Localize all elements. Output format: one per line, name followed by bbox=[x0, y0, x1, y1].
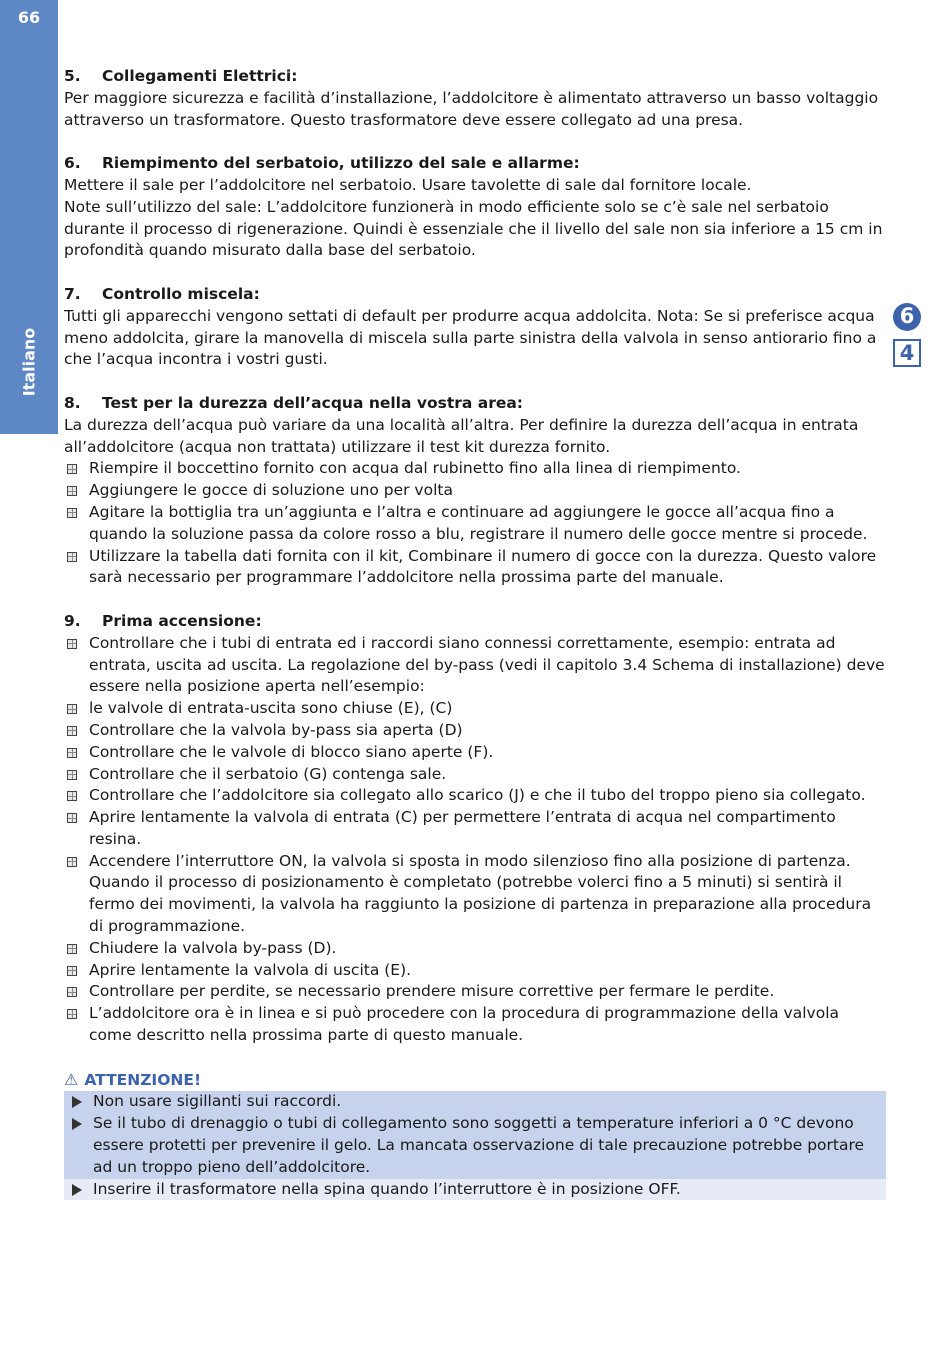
list-item: Agitare la bottiglia tra un’aggiunta e l’altra e continuare ad aggiungere le gocce all’acqua fino a quando la soluzione passa da colore rosso a blu, registrare il numero delle gocce mentre si procede. bbox=[64, 502, 886, 546]
chapter-tab-4: 4 bbox=[893, 339, 921, 367]
section-7 bbox=[64, 284, 886, 371]
section-heading bbox=[64, 393, 886, 415]
section-9 bbox=[64, 611, 886, 1047]
warning-item-text: Se il tubo di drenaggio o tubi di collegamento sono soggetti a temperature inferiori a 0 °C devono essere protetti per prevenire il gelo. La mancata osservazione di tale precauzione potrebbe portare ad un troppo pieno dell’addolcitore. bbox=[93, 1114, 865, 1176]
chapter-tab-6: 6 bbox=[893, 303, 921, 331]
bullet-list bbox=[64, 458, 886, 589]
warning-item-text: Inserire il trasformatore nella spina quando l’interruttore è in posizione OFF. bbox=[93, 1179, 681, 1198]
warning-triangle-icon: ⚠ bbox=[64, 1069, 79, 1089]
warning-item-text: Non usare sigillanti sui raccordi. bbox=[93, 1092, 342, 1111]
section-heading bbox=[64, 153, 886, 175]
section-8 bbox=[64, 393, 886, 589]
list-item: Controllare che le valvole di blocco siano aperte (F). bbox=[64, 742, 886, 764]
section-title: Collegamenti Elettrici: bbox=[102, 67, 298, 85]
arrow-right-icon bbox=[72, 1184, 82, 1196]
list-item: Controllare che il serbatoio (G) contenga sale. bbox=[64, 764, 886, 786]
section-6 bbox=[64, 153, 886, 262]
paragraph: Tutti gli apparecchi vengono settati di default per produrre acqua addolcita. Nota: Se si preferisce acqua meno addolcita, girare la manovella di miscela sulla parte sinistra della valvola in senso antiorario fino a che l’acqua incontra i vostri gusti. bbox=[64, 306, 877, 369]
list-item: Aprire lentamente la valvola di entrata (C) per permettere l’entrata di acqua nel compartimento resina. bbox=[64, 807, 886, 851]
list-item: Aggiungere le gocce di soluzione uno per volta bbox=[64, 480, 886, 502]
language-label: Italiano bbox=[19, 327, 39, 397]
section-number: 8. bbox=[64, 393, 81, 412]
section-number: 5. bbox=[64, 67, 81, 85]
list-item: L’addolcitore ora è in linea e si può procedere con la procedura di programmazione della valvola come descritto nella prossima parte di questo manuale. bbox=[64, 1003, 886, 1047]
section-heading bbox=[64, 611, 886, 633]
section-heading bbox=[64, 284, 886, 306]
warning-item bbox=[64, 1113, 886, 1178]
list-item: Controllare per perdite, se necessario prendere misure correttive per fermare le perdite. bbox=[64, 981, 886, 1003]
section-number: 6. bbox=[64, 154, 81, 173]
list-item: Accendere l’interruttore ON, la valvola si sposta in modo silenzioso fino alla posizione di partenza. Quando il processo di posizionamento è completato (potrebbe volerci fino a 5 minuti) si sentirà il fermo dei movimenti, la valvola ha raggiunto la posizione di partenza in preparazione alla procedura di programmazione. bbox=[64, 851, 886, 938]
warning-box bbox=[64, 1069, 886, 1201]
section-title: Riempimento del serbatoio, utilizzo del sale e allarme: bbox=[102, 154, 580, 173]
section-number: 7. bbox=[64, 284, 81, 303]
paragraph: Per maggiore sicurezza e facilità d’installazione, l’addolcitore è alimentato attraverso un basso voltaggio attraverso un trasformatore. Questo trasformatore deve essere collegato ad una presa. bbox=[64, 88, 879, 129]
list-item: Controllare che l’addolcitore sia collegato allo scarico (J) e che il tubo del troppo pieno sia collegato. bbox=[64, 785, 886, 807]
page-number: 66 bbox=[17, 8, 41, 27]
list-item: Controllare che la valvola by-pass sia aperta (D) bbox=[64, 720, 886, 742]
list-item: Chiudere la valvola by-pass (D). bbox=[64, 938, 886, 960]
list-item: Controllare che i tubi di entrata ed i raccordi siano connessi correttamente, esempio: entrata ad entrata, uscita ad uscita. La regolazione del by-pass (vedi il capitolo 3.4 Schema di installazione) deve essere nella posizione aperta nell’esempio: bbox=[64, 633, 886, 698]
warning-item bbox=[64, 1179, 886, 1201]
list-item: Aprire lentamente la valvola di uscita (E). bbox=[64, 960, 886, 982]
list-item: Utilizzare la tabella dati fornita con il kit, Combinare il numero di gocce con la durezza. Questo valore sarà necessario per programmare l’addolcitore nella prossima parte del manuale. bbox=[64, 546, 886, 590]
paragraph: Mettere il sale per l’addolcitore nel serbatoio. Usare tavolette di sale dal fornitore locale. bbox=[64, 175, 752, 194]
list-item: le valvole di entrata-uscita sono chiuse (E), (C) bbox=[64, 698, 886, 720]
arrow-right-icon bbox=[72, 1118, 82, 1130]
bullet-list bbox=[64, 633, 886, 1047]
warning-item bbox=[64, 1091, 886, 1113]
section-title: Controllo miscela: bbox=[102, 284, 260, 303]
list-item: Riempire il boccettino fornito con acqua dal rubinetto fino alla linea di riempimento. bbox=[64, 458, 886, 480]
section-5 bbox=[64, 66, 886, 131]
section-title: Test per la durezza dell’acqua nella vostra area: bbox=[102, 393, 524, 412]
document-body bbox=[64, 66, 886, 1200]
section-heading bbox=[64, 66, 886, 88]
section-number: 9. bbox=[64, 611, 81, 630]
arrow-right-icon bbox=[72, 1096, 82, 1108]
section-title: Prima accensione: bbox=[102, 611, 262, 630]
paragraph: La durezza dell’acqua può variare da una località all’altra. Per definire la durezza dell’acqua in entrata all’addolcitore (acqua non trattata) utilizzare il test kit durezza fornito. bbox=[64, 415, 859, 456]
paragraph: Note sull’utilizzo del sale: L’addolcitore funzionerà in modo efficiente solo se c’è sale nel serbatoio durante il processo di rigenerazione. Quindi è essenziale che il livello del sale non sia inferiore a 15 cm in profondità quando misurato dalla base del serbatoio. bbox=[64, 197, 883, 260]
warning-title-text: ATTENZIONE! bbox=[84, 1070, 202, 1089]
warning-title bbox=[64, 1069, 886, 1092]
language-sidebar bbox=[0, 0, 58, 434]
